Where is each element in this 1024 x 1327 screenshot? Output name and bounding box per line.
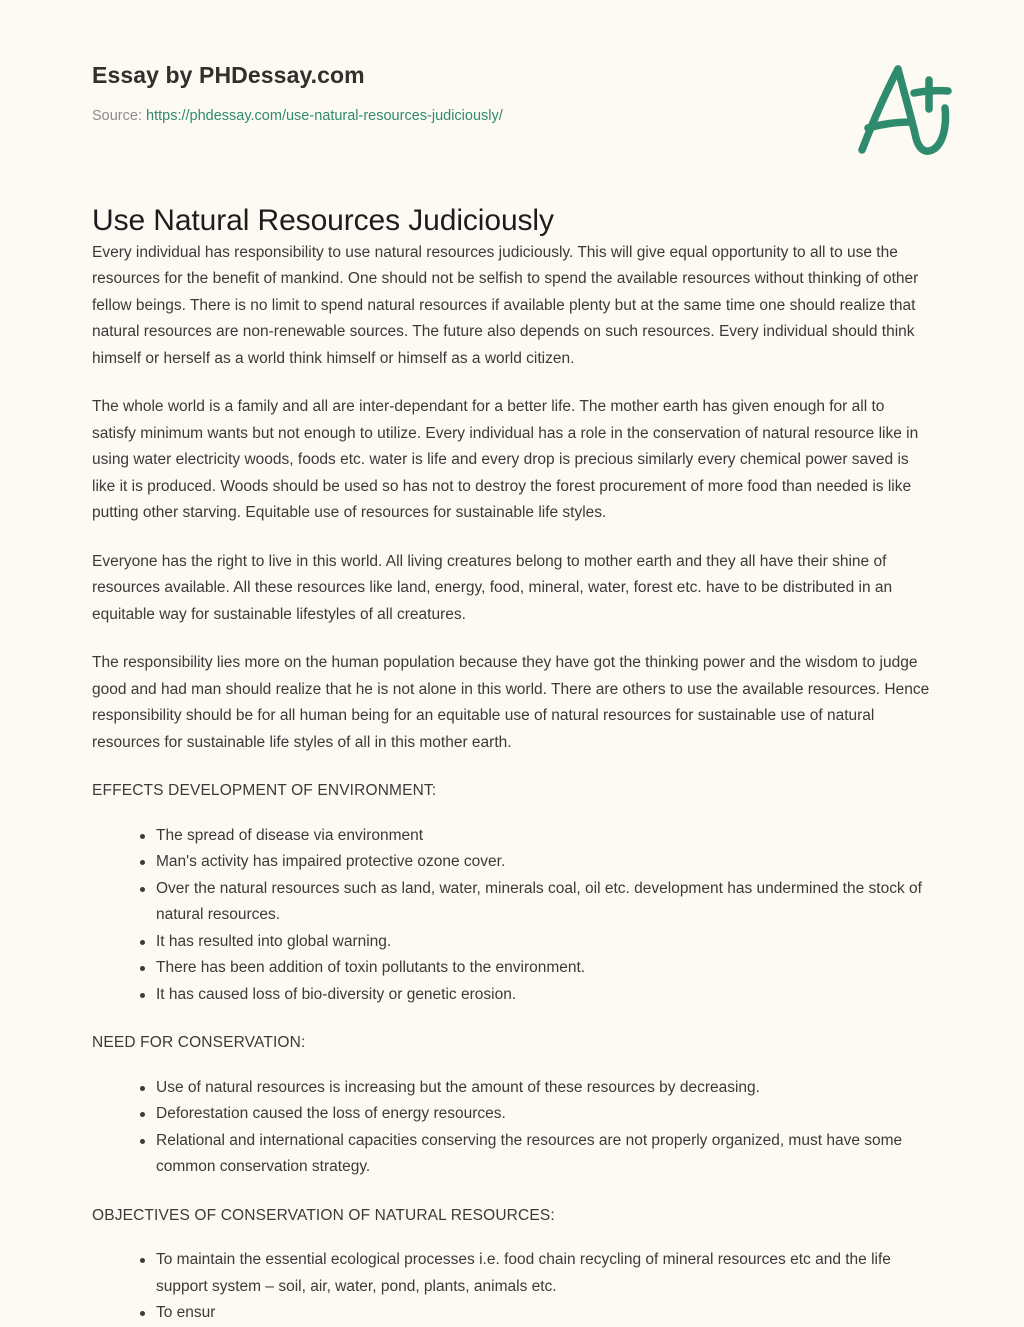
bullet-list bbox=[92, 823, 932, 1009]
source-label: Source: bbox=[92, 107, 142, 124]
list-item: The spread of disease via environment bbox=[140, 823, 932, 850]
source-line bbox=[92, 108, 964, 125]
section-heading: NEED FOR CONSERVATION: bbox=[92, 1034, 306, 1051]
bullet-list bbox=[92, 1247, 932, 1327]
brand-title: Essay by PHDessay.com bbox=[92, 62, 365, 88]
article-body bbox=[0, 202, 1024, 1327]
list-item: Man's activity has impaired protective ozone cover. bbox=[140, 849, 932, 876]
list-item: It has resulted into global warning. bbox=[140, 929, 932, 956]
bullet-list bbox=[92, 1075, 932, 1181]
list-item: There has been addition of toxin pollutants to the environment. bbox=[140, 955, 932, 982]
list-item: To ensur bbox=[140, 1300, 932, 1327]
page-title: Use Natural Resources Judiciously bbox=[92, 204, 554, 237]
list-item: To maintain the essential ecological processes i.e. food chain recycling of mineral resources etc and the life support system – soil, air, water, pond, plants, animals etc. bbox=[140, 1247, 932, 1300]
list-item: Over the natural resources such as land, water, minerals coal, oil etc. development has undermined the stock of natural resources. bbox=[140, 876, 932, 929]
paragraph: Every individual has responsibility to use natural resources judiciously. This will give equal opportunity to all to use the resources for the benefit of mankind. One should not be selfish to spend the available resources without thinking of other fellow beings. There is no limit to spend natural resources if available plenty but at the same time one should realize that natural resources are non-renewable sources. The future also depends on such resources. Every individual should think himself or herself as a world think himself or himself as a world citizen. bbox=[92, 243, 919, 367]
paragraph: The responsibility lies more on the human population because they have got the thinking power and the wisdom to judge good and had man should realize that he is not alone in this world. There are others to use the available resources. Hence responsibility should be for all human being for an equitable use of natural resources for sustainable use of natural resources for sustainable life styles of all in this mother earth. bbox=[92, 654, 930, 751]
section-heading: OBJECTIVES OF CONSERVATION OF NATURAL RESOURCES: bbox=[92, 1206, 555, 1224]
list-item: Use of natural resources is increasing but the amount of these resources by decreasing. bbox=[140, 1075, 932, 1102]
list-item: Relational and international capacities conserving the resources are not properly organized, must have some common conservation strategy. bbox=[140, 1128, 932, 1181]
page-header bbox=[0, 0, 1024, 128]
aplus-logo-icon bbox=[846, 46, 966, 166]
list-item: It has caused loss of bio-diversity or genetic erosion. bbox=[140, 982, 932, 1009]
section-heading: EFFECTS DEVELOPMENT OF ENVIRONMENT: bbox=[92, 782, 437, 799]
body-copy bbox=[92, 240, 932, 1327]
list-item: Deforestation caused the loss of energy resources. bbox=[140, 1101, 932, 1128]
paragraph: The whole world is a family and all are inter-dependant for a better life. The mother earth has given enough for all to satisfy minimum wants but not enough to utilize. Every individual has a role in the conservation of natural resource like in using water electricity woods, foods etc. water is life and every drop is precious similarly every chemical power saved is like it is produced. Woods should be used so has not to destroy the forest procurement of more food than needed is like putting other starving. Equitable use of resources for sustainable life styles. bbox=[92, 398, 919, 521]
source-url-link[interactable]: https://phdessay.com/use-natural-resources-judiciously/ bbox=[146, 107, 503, 124]
paragraph: Everyone has the right to live in this world. All living creatures belong to mother earth and they all have their shine of resources available. All these resources like land, energy, food, mineral, water, forest etc. have to be distributed in an equitable way for sustainable lifestyles of all creatures. bbox=[92, 552, 893, 623]
